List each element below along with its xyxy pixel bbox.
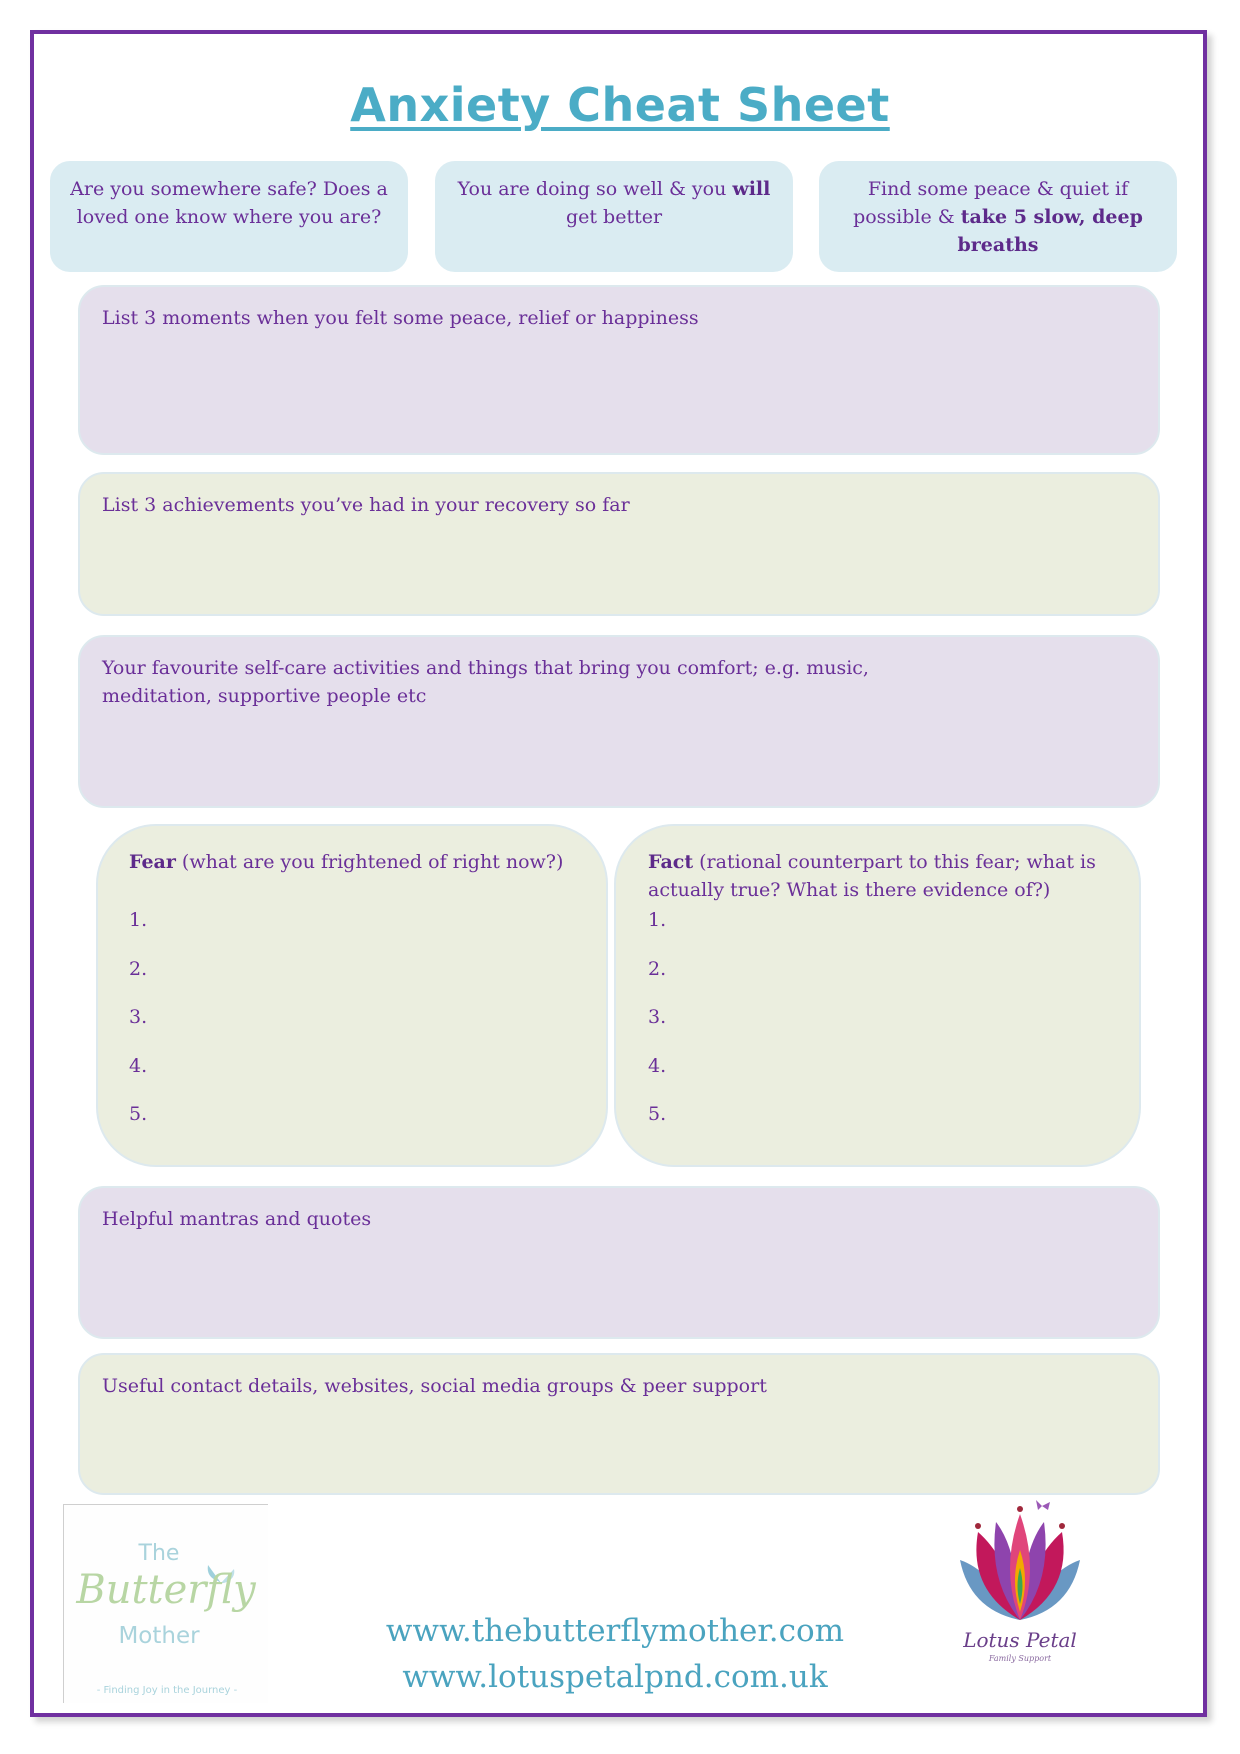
fact-list — [648, 910, 666, 1153]
moments-prompt: List 3 moments when you felt some peace, relief or happiness — [102, 307, 699, 329]
contacts-prompt: Useful contact details, websites, social media groups & peer support — [102, 1375, 767, 1397]
url-butterfly-mother[interactable]: www.thebutterflymother.com — [385, 1613, 845, 1649]
fact-section[interactable] — [614, 824, 1141, 1167]
fear-item-3[interactable]: 3. — [129, 1006, 148, 1028]
mantras-section[interactable] — [78, 1186, 1160, 1339]
tip-safe-text: Are you somewhere safe? Does a loved one know where you are? — [70, 178, 388, 228]
tip-safe — [50, 161, 408, 272]
logo-tagline: - Finding Joy in the Journey - — [96, 1685, 238, 1696]
fact-item-3[interactable]: 3. — [648, 1006, 667, 1028]
butterfly-mother-logo — [63, 1504, 268, 1703]
footer-urls — [300, 1608, 930, 1700]
logo-the: The — [138, 1541, 180, 1566]
mantras-prompt: Helpful mantras and quotes — [102, 1208, 372, 1230]
fear-item-5[interactable]: 5. — [129, 1103, 148, 1125]
achievements-prompt: List 3 achievements you’ve had in your recovery so far — [102, 494, 630, 516]
fear-item-4[interactable]: 4. — [129, 1054, 148, 1077]
fear-prompt: (what are you frightened of right now?) — [175, 851, 564, 873]
fact-item-2[interactable]: 2. — [648, 957, 667, 980]
achievements-section[interactable] — [78, 472, 1160, 616]
contacts-section[interactable] — [78, 1353, 1160, 1495]
tip-doing-well — [435, 161, 793, 272]
tip-breathe-emphasis: take 5 slow, deep breaths — [957, 206, 1143, 256]
moments-section[interactable] — [78, 285, 1160, 455]
url-lotus-petal[interactable]: www.lotuspetalpnd.com.uk — [402, 1659, 828, 1695]
fact-label: Fact — [648, 851, 694, 873]
fear-list — [129, 910, 147, 1153]
logo-mother: Mother — [118, 1623, 200, 1649]
fear-heading — [129, 848, 566, 876]
fact-item-4[interactable]: 4. — [648, 1054, 667, 1077]
fact-heading — [648, 848, 1109, 904]
fact-item-5[interactable]: 5. — [648, 1103, 667, 1125]
tip-breathe-text: Find some peace & quiet if possible & — [853, 178, 1129, 228]
lotus-petal-logo — [950, 1500, 1090, 1675]
tip-doing-well-text-2: get better — [565, 206, 663, 228]
logo-butterfly: Butterfly — [76, 1567, 256, 1613]
tip-doing-well-text-1: You are doing so well & you — [457, 178, 733, 200]
selfcare-section[interactable] — [78, 635, 1160, 808]
selfcare-prompt: Your favourite self-care activities and things that bring you comfort; e.g. music, meditation, supportive people etc — [102, 657, 869, 707]
fear-label: Fear — [129, 851, 176, 873]
lotus-flower-icon — [950, 1500, 1090, 1630]
fear-section[interactable] — [96, 824, 608, 1167]
tip-doing-well-emphasis: will — [732, 178, 771, 200]
fact-item-1[interactable]: 1. — [648, 909, 667, 931]
fact-prompt: (rational counterpart to this fear; what is actually true? What is there evidence of?) — [648, 851, 1096, 901]
lotus-logo-name: Lotus Petal — [963, 1628, 1077, 1652]
page-title: Anxiety Cheat Sheet — [350, 78, 890, 132]
fear-item-1[interactable]: 1. — [129, 909, 148, 931]
tip-breathe — [819, 161, 1177, 272]
lotus-logo-sub: Family Support — [988, 1654, 1052, 1663]
fear-item-2[interactable]: 2. — [129, 957, 148, 980]
